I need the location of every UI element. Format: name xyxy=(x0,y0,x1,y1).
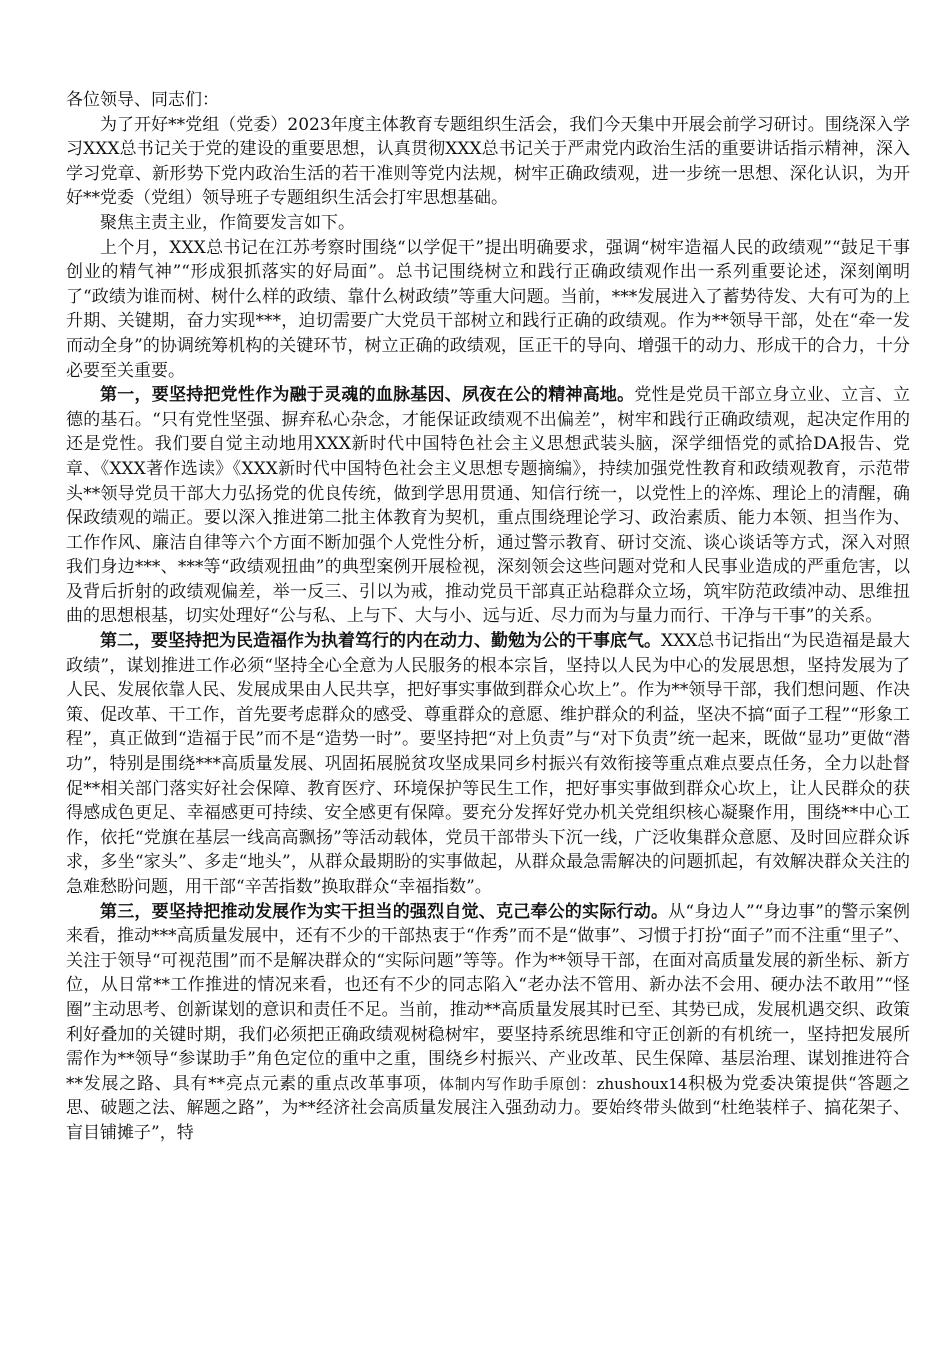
focus-paragraph: 聚焦主责主业，作简要发言如下。 xyxy=(100,212,355,233)
promo-text: 体制内写作助手原创：zhushoux14 xyxy=(438,1074,688,1093)
section-2-heading: 第二，要坚持把为民造福作为执着笃行的内在动力、勤勉为公的干事底气。 xyxy=(100,631,661,652)
section-3-paragraph xyxy=(66,900,910,1146)
salutation: 各位领导、同志们： xyxy=(66,90,219,110)
section-3-tail: 积极为党委决策提供“答题之思、破题之法、解题之路”，为**经济社会高质量发展注入强劲动力。要始终带头做到“杜绝装样子、搞花架子、盲目铺摊子”，特 xyxy=(66,1073,911,1143)
section-2-body: XXX总书记指出“为民造福是最大政绩”，谋划推进工作必须“坚持全心全意为人民服务的根本宗旨，坚持以人民为中心的发展思想，坚持发展为了人民、发展依靠人民、发展成果由人民共享，把好事实事做到群众心坎上”。作为**领导干部，我们想问题、作决策、促改革、干工作，首先要考虑群众的感受、尊重群众的意愿、维护群众的利益，坚决不搞“面子工程”“形象工程”，真正做到“造福于民”而不是“造势一时”。要坚持把“对上负责”与“对下负责”统一起来，既做“显功”更做“潜功”，特别是围绕***高质量发展、巩固拓展脱贫攻坚成果同乡村振兴有效衔接等重点难点要点任务，全力以赴督促**相关部门落实好社会保障、教育医疗、环境保护等民生工作，把好事实事做到群众心坎上，让人民群众的获得感成色更足、幸福感更可持续、安全感更有保障。要充分发挥好党办机关党组织核心凝聚作用，围绕**中心工作，依托“党旗在基层一线高高飘扬”等活动载体，党员干部带头下沉一线，广泛收集群众意愿、及时回应群众诉求，多坐“家头”、多走“地头”，从群众最期盼的实事做起，从群众最急需解决的问题抓起，有效解决群众关注的急难愁盼问题，用干部“辛苦指数”换取群众“幸福指数”。 xyxy=(66,631,910,897)
section-1-heading: 第一，要坚持把党性作为融于灵魂的血脉基因、夙夜在公的精神高地。 xyxy=(100,385,635,406)
background-paragraph: 上个月，XXX总书记在江苏考察时围绕“以学促干”提出明确要求，强调“树牢造福人民的政绩观”“鼓足干事创业的精气神”“形成狠抓落实的好局面”。总书记围绕树立和践行正确政绩观作出一系列重要论述，深刻阐明了“政绩为谁而树、树什么样的政绩、靠什么树政绩”等重大问题。当前，***发展进入了蓄势待发、大有可为的上升期、关键期，奋力实现***，迫切需要广大党员干部树立和践行正确的政绩观。作为**领导干部，处在“牵一发而动全身”的协调统筹机构的关键环节，树立正确的政绩观，匡正干的导向、增强干的动力、形成干的合力，十分必要至关重要。 xyxy=(66,237,910,381)
section-1-body: 党性是党员干部立身立业、立言、立德的基石。“只有党性坚强、摒弃私心杂念，才能保证政绩观不出偏差”，树牢和践行正确政绩观，起决定作用的还是党性。我们要自觉主动地用XXX新时代中国特色社会主义思想武装头脑，深学细悟党的贰拾DA报告、党章、《XXX著作选读》《XXX新时代中国特色社会主义思想专题摘编》，持续加强党性教育和政绩观教育，示范带头**领导党员干部大力弘扬党的优良传统，做到学思用贯通、知信行统一，以党性上的淬炼、理论上的清醒，确保政绩观的端正。要以深入推进第二批主体教育为契机，重点围绕理论学习、政治素质、能力本领、担当作为、工作作风、廉洁自律等六个方面不断加强个人党性分析，通过警示教育、研讨交流、谈心谈话等方式，深入对照我们身边***、***等“政绩观扭曲”的典型案例开展检视，深刻领会这些问题对党和人民事业造成的严重危害，以及背后折射的政绩观偏差，举一反三、引以为戒，推动党员干部真正站稳群众立场，筑牢防范政绩冲动、思维扭曲的思想根基，切实处理好“公与私、上与下、大与小、远与近、尽力而为与量力而行、干净与干事”的关系。 xyxy=(66,385,911,627)
section-1-paragraph xyxy=(66,383,910,629)
intro-paragraph: 为了开好**党组（党委）2023年度主体教育专题组织生活会，我们今天集中开展会前学习研讨。围绕深入学习XXX总书记关于党的建设的重要思想，认真贯彻XXX总书记关于严肃党内政治生活的重要讲话指示精神，深入学习党章、新形势下党内政治生活的若干准则等党内法规，树牢正确政绩观，进一步统一思想、深化认识，为开好**党委（党组）领导班子专题组织生活会打牢思想基础。 xyxy=(66,114,910,209)
section-3-body: 从“身边人”“身边事”的警示案例来看，推动***高质量发展中，还有不少的干部热衷于“作秀”而不是“做事”、习惯于打扮“面子”而不注重“里子”、关注于领导“可视范围”而不是解决群众的“实际问题”等等。作为**领导干部，在面对高质量发展的新坐标、新方位，从日常**工作推进的情况来看，也还有不少的同志陷入“老办法不管用、新办法不会用、硬办法不敢用”“怪圈”主动思考、创新谋划的意识和责任不足。当前，推动**高质量发展其时已至、其势已成，发展机遇交织、政策利好叠加的关键时期，我们必须把正确政绩观树稳树牢，要坚持系统思维和守正创新的有机统一，坚持把发展所需作为**领导“参谋助手”角色定位的重中之重，围绕乡村振兴、产业改革、民生保障、基层治理、谋划推进符合**发展之路、具有**亮点元素的重点改革事项， xyxy=(66,901,910,1094)
section-2-paragraph xyxy=(66,629,910,900)
section-3-heading: 第三，要坚持把推动发展作为实干担当的强烈自觉、克己奉公的实际行动。 xyxy=(100,901,669,922)
